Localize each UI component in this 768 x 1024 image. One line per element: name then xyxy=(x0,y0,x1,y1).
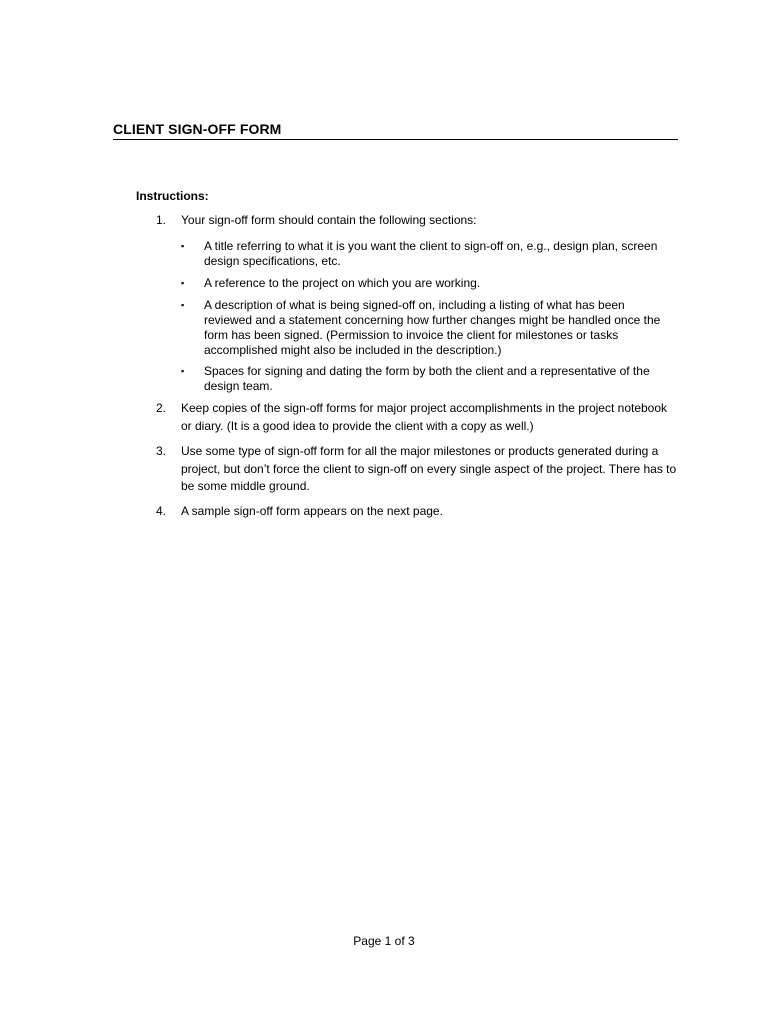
square-bullet-icon: ▪ xyxy=(181,278,185,288)
list-item-number: 4. xyxy=(156,504,167,518)
page-title: CLIENT SIGN-OFF FORM xyxy=(113,121,678,140)
square-bullet-icon: ▪ xyxy=(181,366,185,376)
list-item-number: 2. xyxy=(156,401,167,415)
instructions-heading: Instructions: xyxy=(136,189,209,203)
bullet-text: A reference to the project on which you are working. xyxy=(204,276,481,290)
page-footer: Page 1 of 3 xyxy=(353,934,415,948)
list-item-number: 3. xyxy=(156,444,167,458)
bullet-text: A title referring to what it is you want the client to sign-off on, e.g., design plan, screen design specifications, etc. xyxy=(204,239,658,268)
square-bullet-icon: ▪ xyxy=(181,300,185,310)
list-item-text: A sample sign-off form appears on the next page. xyxy=(181,504,443,518)
list-item-number: 1. xyxy=(156,213,167,227)
bullet-text: A description of what is being signed-off on, including a listing of what has been reviewed and a statement concerning how further changes might be handled once the form has been signed. (Permission to invoice the client for milestones or tasks accomplished might also be included in the description.) xyxy=(204,298,661,357)
list-item-text: Use some type of sign-off form for all the major milestones or products generated during a project, but don’t force the client to sign-off on every single aspect of the project. There has to be some middle ground. xyxy=(181,444,677,493)
bullet-text: Spaces for signing and dating the form by both the client and a representative of the design team. xyxy=(204,364,650,393)
list-item-text: Keep copies of the sign-off forms for major project accomplishments in the project notebook or diary. (It is a good idea to provide the client with a copy as well.) xyxy=(181,401,668,433)
square-bullet-icon: ▪ xyxy=(181,241,185,251)
list-item-text: Your sign-off form should contain the following sections: xyxy=(181,213,477,227)
